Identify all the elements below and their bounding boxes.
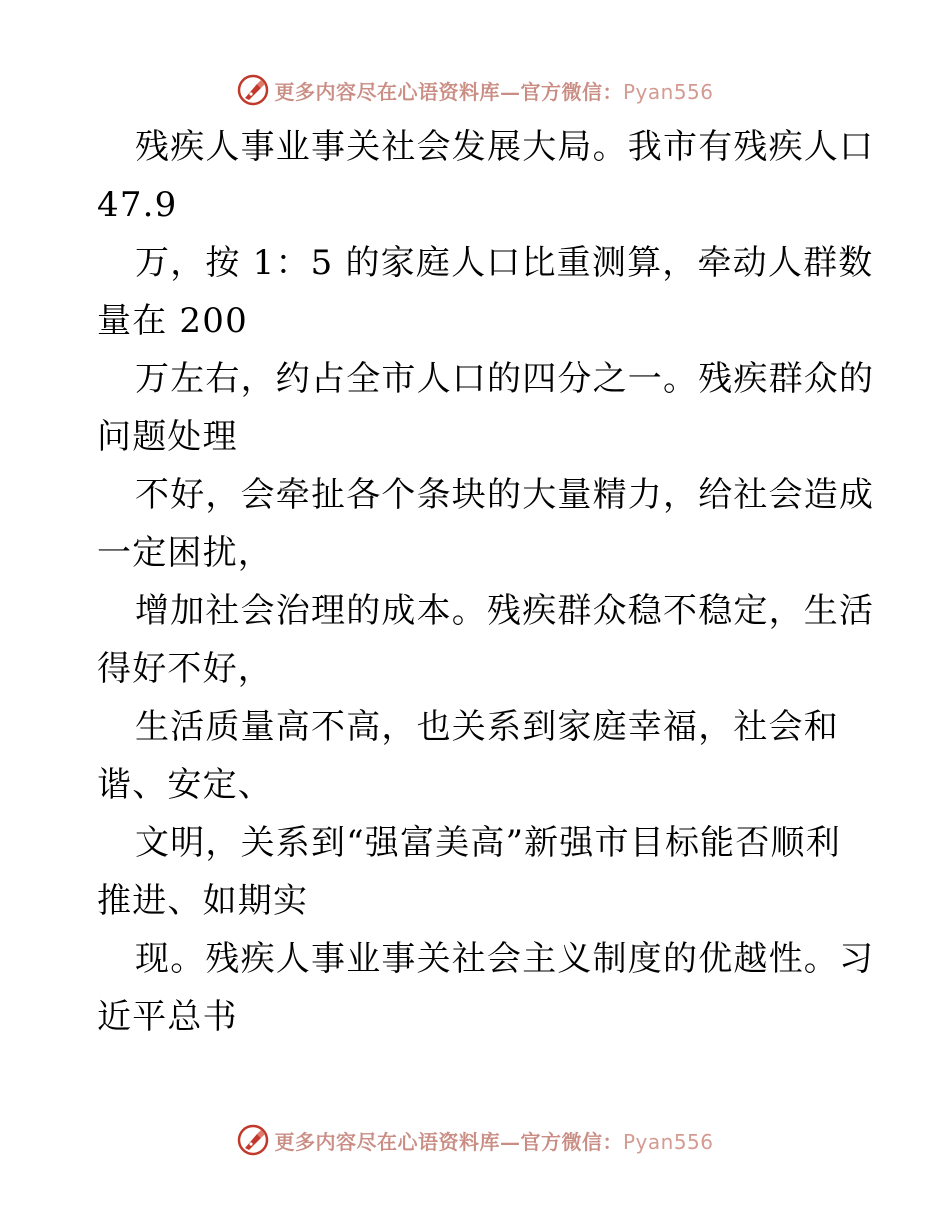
body-line: 万左右，约占全市人口的四分之一。残疾群众的	[135, 359, 875, 399]
footer-watermark-title: 更多内容尽在心语资料库	[274, 1129, 500, 1154]
body-line: 残疾人事业事关社会发展大局。我市有残疾人口	[135, 127, 875, 167]
footer-watermark-id: Pyan556	[622, 1129, 714, 1154]
body-line: 一定困扰，	[97, 533, 273, 573]
pen-nib-logo-icon	[236, 73, 270, 107]
header-watermark-id: Pyan556	[622, 79, 714, 104]
body-line: 问题处理	[97, 417, 238, 457]
header-watermark-dash: —	[499, 79, 521, 104]
header-watermark	[0, 70, 950, 110]
body-line: 现。残疾人事业事关社会主义制度的优越性。习	[135, 939, 875, 979]
footer-watermark-text	[274, 1126, 713, 1155]
body-line: 量在 200	[97, 301, 248, 341]
body-line: 不好，会牵扯各个条块的大量精力，给社会造成	[135, 475, 875, 515]
body-line: 推进、如期实	[97, 881, 309, 921]
body-line: 47.9	[97, 185, 178, 225]
footer-watermark-dash: —	[499, 1129, 521, 1154]
body-line: 增加社会治理的成本。残疾群众稳不稳定，生活	[135, 591, 875, 631]
pen-nib-logo-icon	[236, 1123, 270, 1157]
document-body	[97, 118, 875, 1046]
footer-watermark	[0, 1120, 950, 1160]
header-watermark-sub: 官方微信：	[520, 79, 623, 104]
footer-watermark-sub: 官方微信：	[520, 1129, 623, 1154]
header-watermark-text	[274, 76, 713, 105]
header-watermark-title: 更多内容尽在心语资料库	[274, 79, 500, 104]
body-line: 近平总书	[97, 997, 238, 1037]
body-line: 文明，关系到“强富美高”新强市目标能否顺利	[135, 823, 841, 863]
body-line: 谐、安定、	[97, 765, 273, 805]
body-line: 得好不好，	[97, 649, 273, 689]
body-line: 万，按 1：5 的家庭人口比重测算，牵动人群数	[135, 243, 874, 283]
body-line: 生活质量高不高，也关系到家庭幸福，社会和	[135, 707, 839, 747]
